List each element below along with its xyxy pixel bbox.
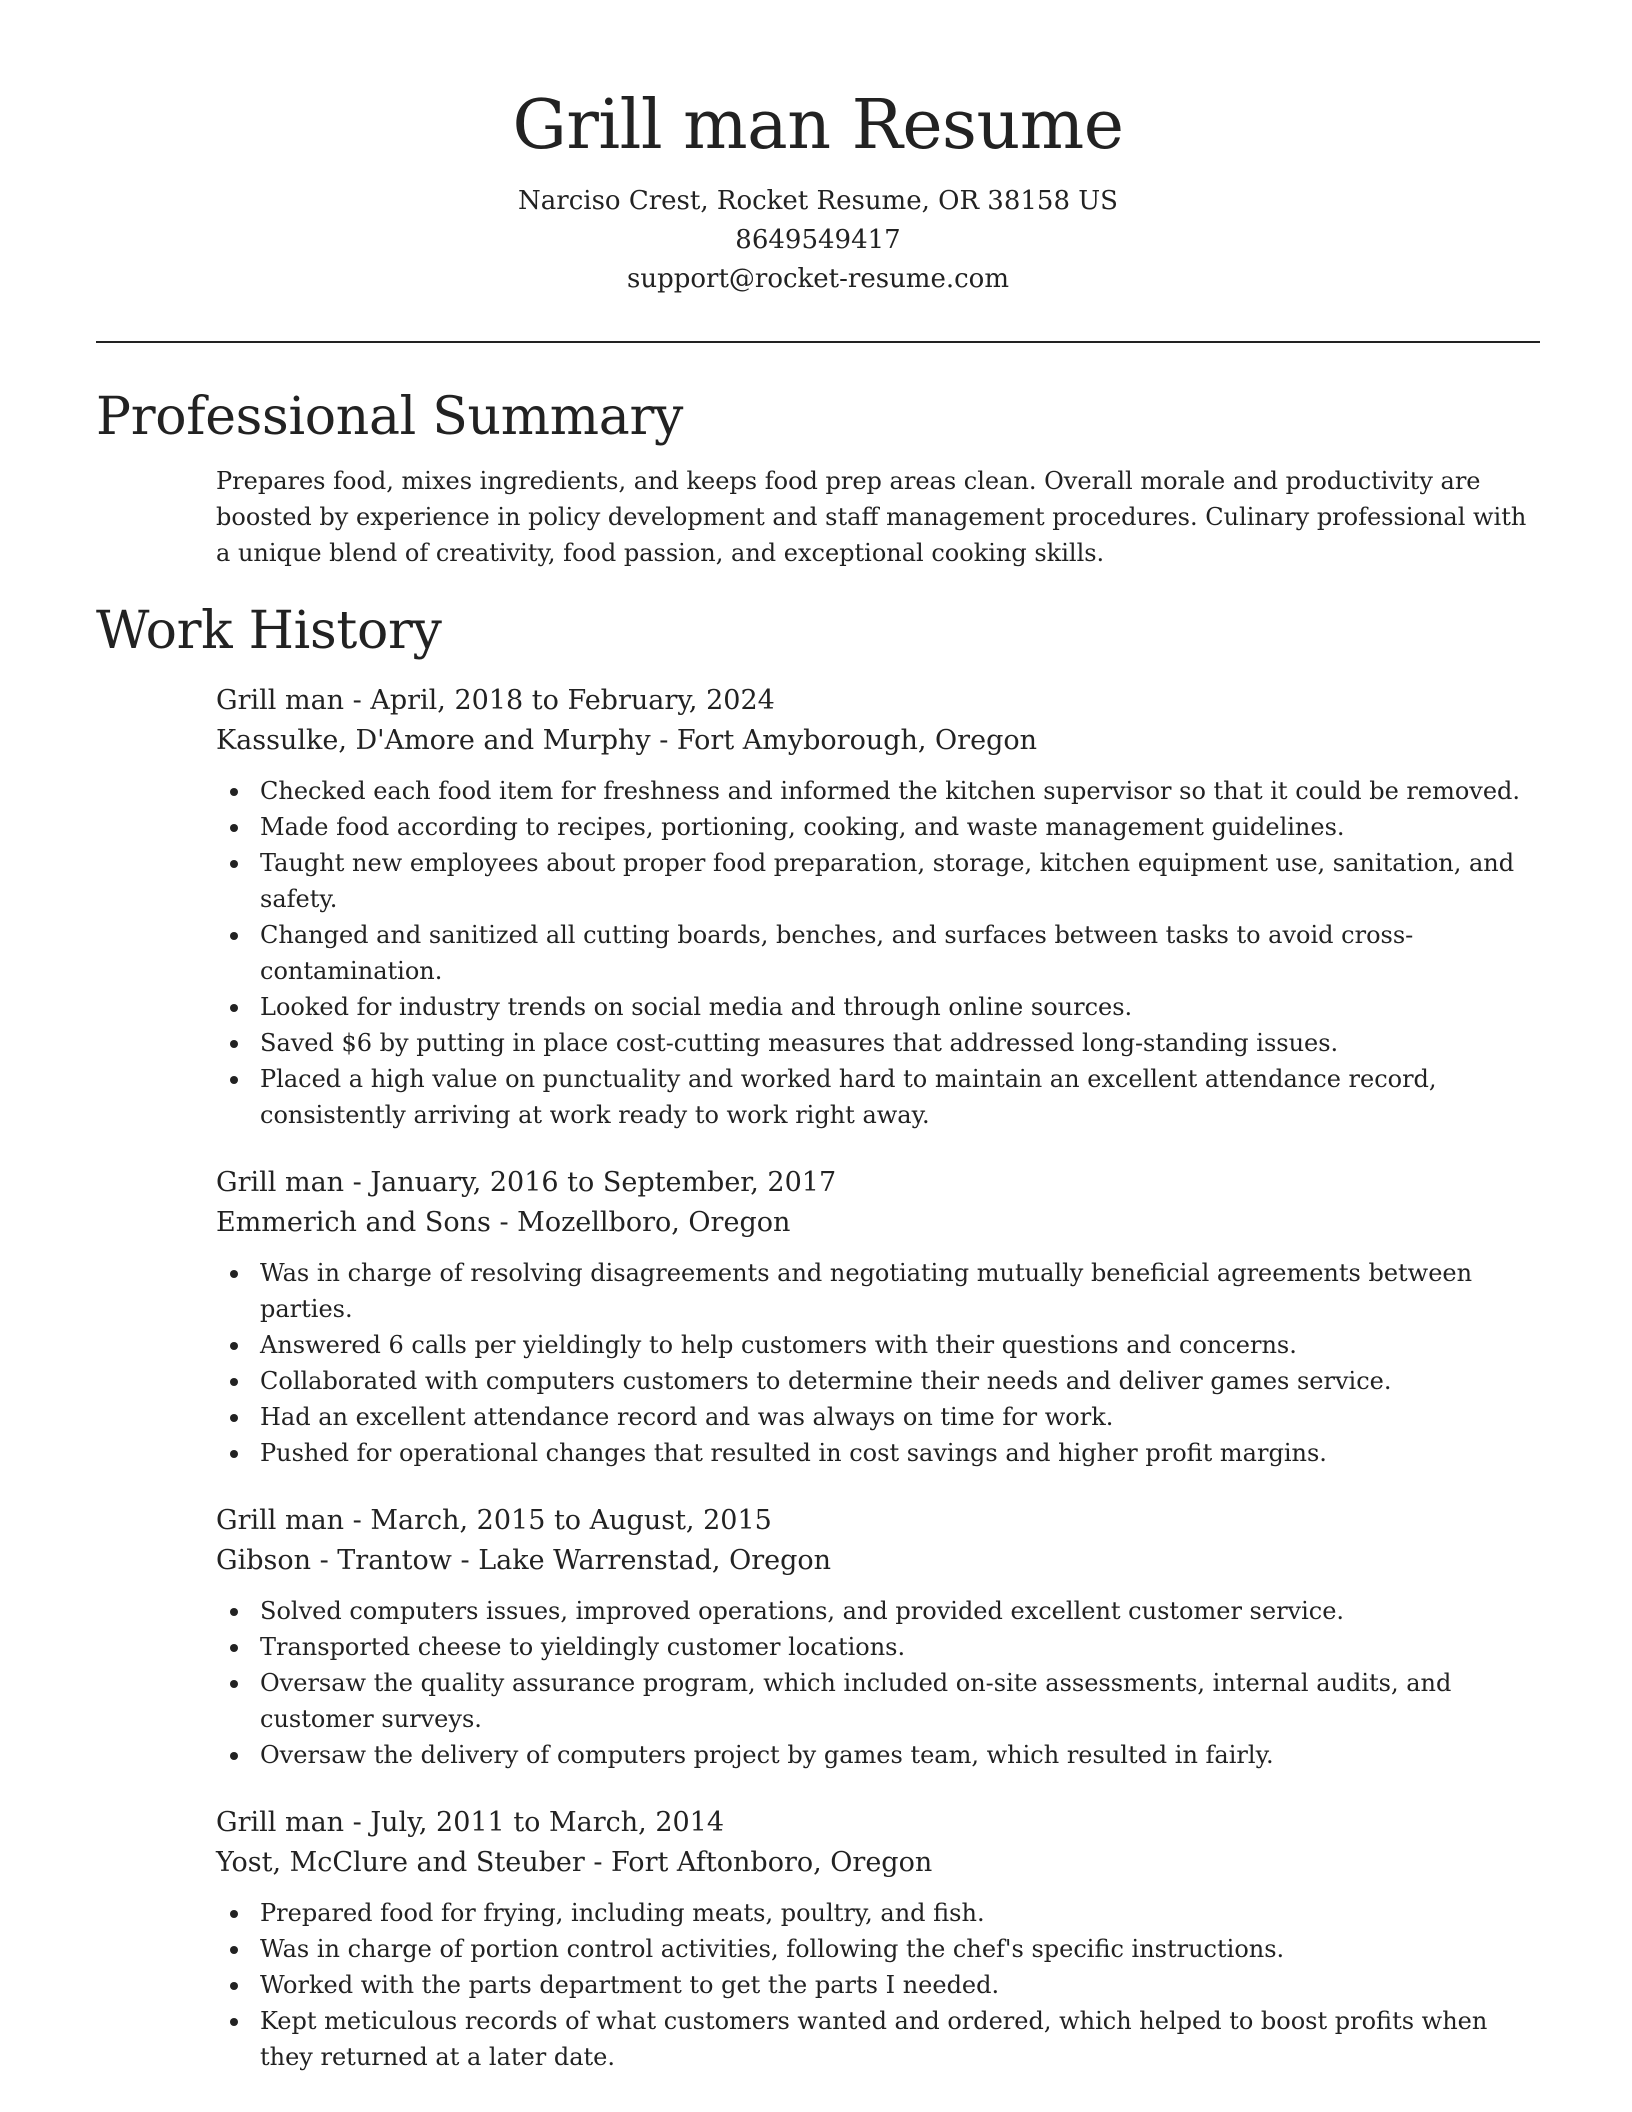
- job-role-dates: Grill man - January, 2016 to September, 2017: [216, 1167, 837, 1198]
- job-role-dates: Grill man - July, 2011 to March, 2014: [216, 1807, 725, 1838]
- job-location: - Fort Aftonboro, Oregon: [584, 1847, 933, 1878]
- job-bullet: Collaborated with computers customers to determine their needs and deliver games service.: [260, 1363, 1540, 1399]
- job-bullet-list: [216, 1593, 1540, 1773]
- job-company: Yost, McClure and Steuber: [216, 1847, 585, 1878]
- job-employer-line: [216, 1541, 1540, 1581]
- job-bullet: Checked each food item for freshness and informed the kitchen supervisor so that it could be removed.: [260, 773, 1540, 809]
- job-bullet: Kept meticulous records of what customers wanted and ordered, which helped to boost profits when they returned at a later date.: [260, 2003, 1540, 2075]
- job-bullet: Taught new employees about proper food preparation, storage, kitchen equipment use, sanitation, and safety.: [260, 845, 1540, 917]
- job-bullet: Was in charge of portion control activities, following the chef's specific instructions.: [260, 1931, 1540, 1967]
- summary-heading: Professional Summary: [96, 387, 684, 447]
- job-role-dates: Grill man - March, 2015 to August, 2015: [216, 1505, 772, 1536]
- job-company: Emmerich and Sons: [216, 1207, 491, 1238]
- job-employer-line: [216, 1843, 1540, 1883]
- job-entry: [216, 1163, 1540, 1471]
- job-bullet: Had an excellent attendance record and was always on time for work.: [260, 1399, 1540, 1435]
- job-bullet: Made food according to recipes, portioning, cooking, and waste management guidelines.: [260, 809, 1540, 845]
- job-entry: [216, 1803, 1540, 2075]
- job-bullet-list: [216, 1895, 1540, 2075]
- job-bullet: Solved computers issues, improved operations, and provided excellent customer service.: [260, 1593, 1540, 1629]
- job-bullet: Prepared food for frying, including meats, poultry, and fish.: [260, 1895, 1540, 1931]
- job-bullet: Answered 6 calls per yieldingly to help customers with their questions and concerns.: [260, 1327, 1540, 1363]
- job-bullet: Looked for industry trends on social media and through online sources.: [260, 989, 1540, 1025]
- job-bullet-list: [216, 773, 1540, 1133]
- job-bullet: Pushed for operational changes that resulted in cost savings and higher profit margins.: [260, 1435, 1540, 1471]
- job-role-dates: Grill man - April, 2018 to February, 2024: [216, 685, 775, 716]
- job-location: - Fort Amyborough, Oregon: [650, 725, 1037, 756]
- job-entry: [216, 1501, 1540, 1773]
- job-employer-line: [216, 1203, 1540, 1243]
- job-location: - Mozellboro, Oregon: [490, 1207, 791, 1238]
- job-company: Gibson - Trantow: [216, 1545, 452, 1576]
- contact-address: Narciso Crest, Rocket Resume, OR 38158 US: [518, 186, 1118, 216]
- job-bullet: Placed a high value on punctuality and worked hard to maintain an excellent attendance record, consistently arriving at work ready to work right away.: [260, 1061, 1540, 1133]
- header-divider: [96, 341, 1540, 343]
- job-company: Kassulke, D'Amore and Murphy: [216, 725, 651, 756]
- contact-email: support@rocket-resume.com: [626, 264, 1009, 294]
- job-bullet: Oversaw the quality assurance program, which included on-site assessments, internal audits, and customer surveys.: [260, 1665, 1540, 1737]
- contact-block: [96, 182, 1540, 299]
- contact-phone: 8649549417: [735, 225, 901, 255]
- job-location: - Lake Warrenstad, Oregon: [451, 1545, 832, 1576]
- job-bullet-list: [216, 1255, 1540, 1471]
- resume-title: Grill man Resume: [512, 86, 1124, 165]
- job-bullet: Worked with the parts department to get the parts I needed.: [260, 1967, 1540, 2003]
- resume-header: [96, 0, 1540, 299]
- job-bullet: Transported cheese to yieldingly customer locations.: [260, 1629, 1540, 1665]
- resume-page: [96, 0, 1540, 2075]
- summary-text: Prepares food, mixes ingredients, and keeps food prep areas clean. Overall morale and productivity are boosted by experience in policy development and staff management procedures. Culinary professional with a unique blend of creativity, food passion, and exceptional cooking skills.: [216, 467, 1527, 567]
- job-employer-line: [216, 721, 1540, 761]
- work-history-heading: Work History: [96, 601, 442, 661]
- job-entry: [216, 681, 1540, 1133]
- job-bullet: Oversaw the delivery of computers project by games team, which resulted in fairly.: [260, 1737, 1540, 1773]
- job-bullet: Was in charge of resolving disagreements and negotiating mutually beneficial agreements between parties.: [260, 1255, 1540, 1327]
- job-bullet: Changed and sanitized all cutting boards, benches, and surfaces between tasks to avoid cross-contamination.: [260, 917, 1540, 989]
- job-bullet: Saved $6 by putting in place cost-cutting measures that addressed long-standing issues.: [260, 1025, 1540, 1061]
